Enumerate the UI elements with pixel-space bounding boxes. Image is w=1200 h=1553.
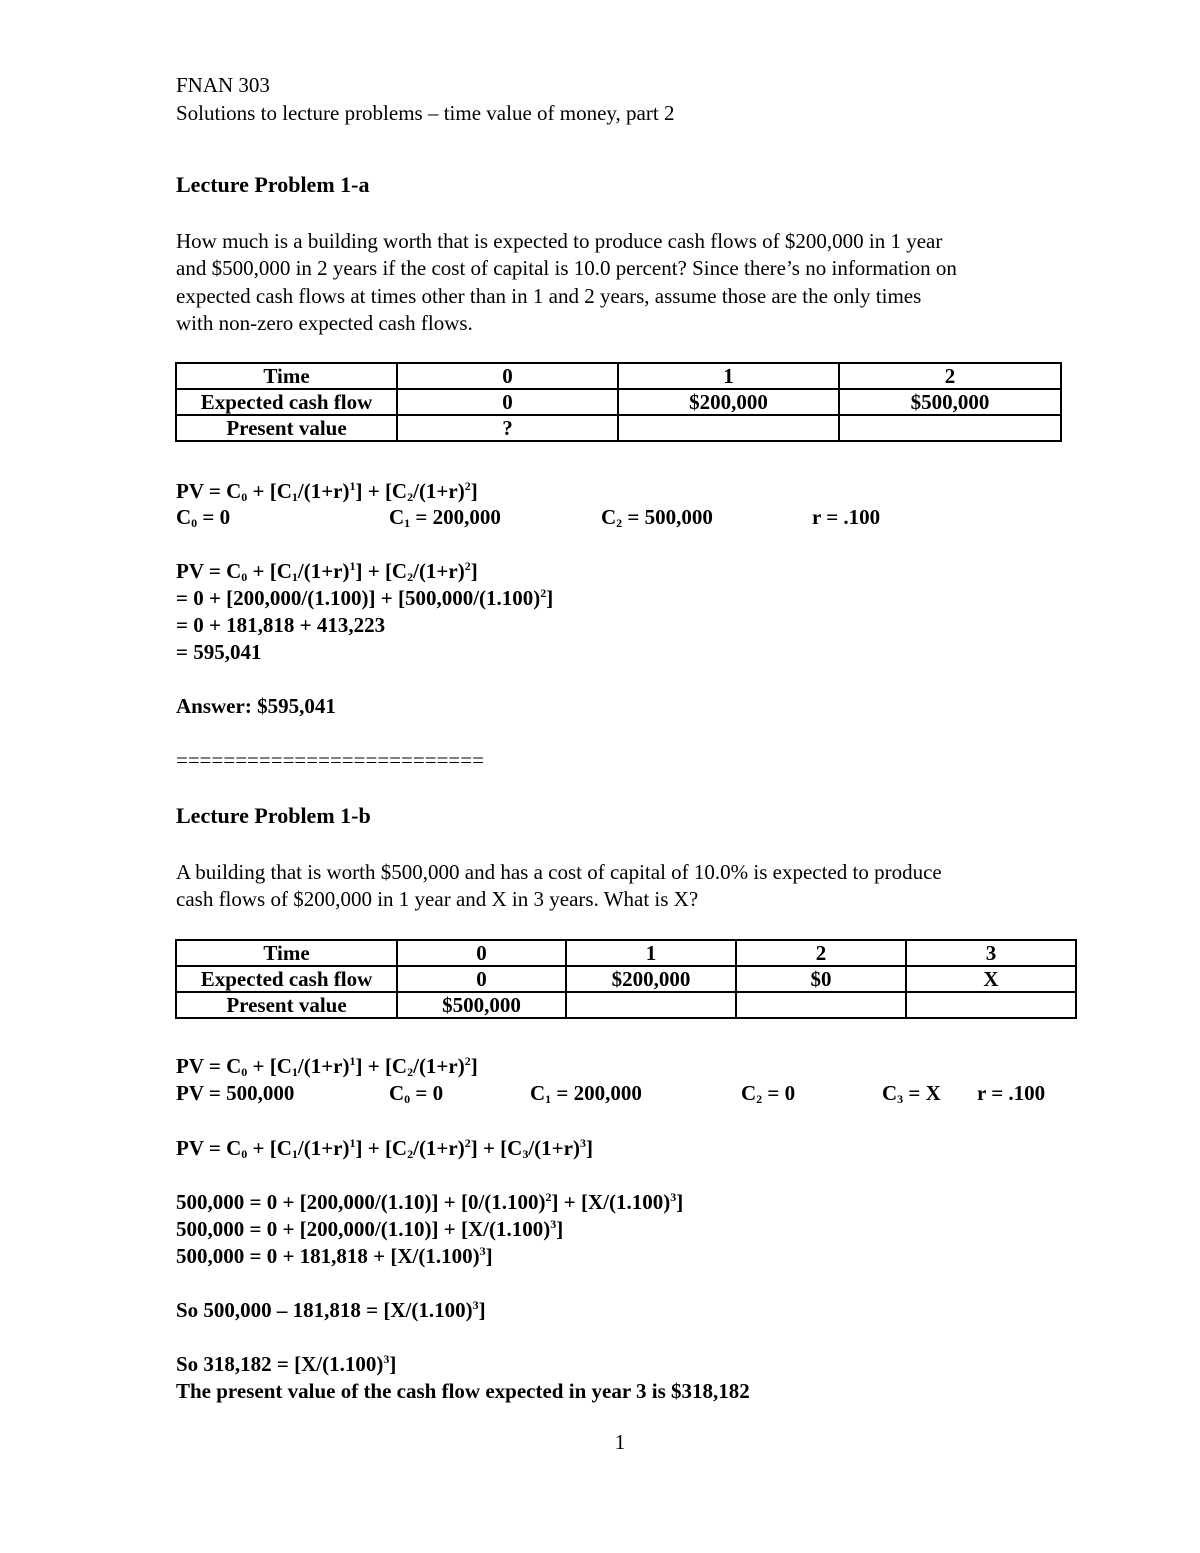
- document-page: FNAN 303 Solutions to lecture problems – time value of money, part 2 Lecture Problem 1-a How much is a building worth that is expected to produce cash flows of $200,000 in 1 year and $500,000 in 2 years if the cost of capital is 10.0 percent? Since there’s no information on expected cash flows at times other than in 1 and 2 years, assume those are the only times with non-zero expected cash flows. Time 0 1 2 Expected cash flow 0 $200,000 $500,000 Present value ? PV = $C_0 + [C_1/(1+r)^1] + [C_2/(1+r)^2]$ $C_0 = 0$ $C_1 = 200,000$ $C_2 = 500,000$ r = .100 PV = $C_0 + [C_1/(1+r)^1] + [C_2/(1+r)^2]$ = $0 + [200,000/(1.100)] + [500,000/(1.100)^2]$ = 0 + 181,818 + 413,223 = 595,041 Answer: $595,041 ========================== Lecture Problem 1-b A building that is worth $500,000 and has a cost of capital of 10.0% is expected to produce cash flows of $200,000 in 1 year and X in 3 years. What is X? Time 0 1 2 3 Expected cash flow 0 $200,000 $0 X Present value $500,000 PV = $C_0 + [C_1/(1+r)^1] + [C_2/(1+r)^2]$ PV = 500,000 $C_0 = 0$ $C_1 = 200,000$ $C_2 = 0$ $C_3 = X$ r = .100 PV = $C_0 + [C_1/(1+r)^1] + [C_2/(1+r)^2] + [C_3/(1+r)^3]$ $500,000 = 0 + [200,000/(1.10)] + [0/(1.100)^2] + [X/(1.100)^3]$ $500,000 = 0 + [200,000/(1.10)] + [X/(1.100)^3]$ $500,000 = 0 + 181,818 + [X/(1.100)^3]$ So $500,000 - 181,818 = [X/(1.100)^3]$ So $318,182 = [X/(1.100)^3]$ The present value of the cash flow expected in year 3 is $318,182 1: [0, 0, 1200, 1553]
- table-cell: [736, 992, 906, 1018]
- problem-b-question-line: A building that is worth $500,000 and has a cost of capital of 10.0% is expected to produce: [176, 860, 942, 884]
- table-cell: Time: [176, 363, 397, 389]
- table-cell: Expected cash flow: [176, 389, 397, 415]
- table-cell: $500,000: [397, 992, 566, 1018]
- calculation-step: $500,000 = 0 + [200,000/(1.10)] + [0/(1.100)^2] + [X/(1.100)^3]$: [176, 1190, 684, 1214]
- problem-a-cash-flow-table: [175, 362, 1062, 442]
- calculation-step: $500,000 = 0 + 181,818 + [X/(1.100)^3]$: [176, 1244, 493, 1268]
- pv-formula: PV = $C_0 + [C_1/(1+r)^1] + [C_2/(1+r)^2] + [C_3/(1+r)^3]$: [176, 1136, 593, 1161]
- table-cell: [906, 992, 1076, 1018]
- table-cell: [839, 415, 1061, 441]
- problem-a-heading: Lecture Problem 1-a: [176, 172, 370, 197]
- table-cell: Present value: [176, 415, 397, 441]
- calculation-step: So $500,000 - 181,818 = [X/(1.100)^3]$: [176, 1298, 486, 1322]
- problem-b-question-line: cash flows of $200,000 in 1 year and X in 3 years. What is X?: [176, 887, 699, 911]
- table-cell: 3: [906, 940, 1076, 966]
- table-cell: 2: [839, 363, 1061, 389]
- calculation-step: $500,000 = 0 + [200,000/(1.10)] + [X/(1.100)^3]$: [176, 1217, 564, 1241]
- table-row: [176, 966, 1076, 992]
- table-row: [176, 940, 1076, 966]
- pv-formula: PV = $C_0 + [C_1/(1+r)^1] + [C_2/(1+r)^2]$: [176, 479, 478, 504]
- table-cell: 0: [397, 966, 566, 992]
- table-cell: 0: [397, 363, 618, 389]
- problem-a-question-line: How much is a building worth that is expected to produce cash flows of $200,000 in 1 year: [176, 229, 943, 253]
- pv-formula: PV = $C_0 + [C_1/(1+r)^1] + [C_2/(1+r)^2]$: [176, 1054, 478, 1079]
- section-separator: ==========================: [176, 748, 484, 772]
- course-code: FNAN 303: [176, 73, 270, 97]
- calculation-step: = 595,041: [176, 640, 262, 664]
- table-cell: Time: [176, 940, 397, 966]
- calculation-step: = $0 + [200,000/(1.100)] + [500,000/(1.100)^2]$: [176, 586, 554, 610]
- problem-a-question-line: and $500,000 in 2 years if the cost of capital is 10.0 percent? Since there’s no information on: [176, 256, 957, 280]
- table-cell: 0: [397, 389, 618, 415]
- table-row: [176, 363, 1061, 389]
- problem-a-answer: Answer: $595,041: [176, 694, 336, 718]
- table-cell: X: [906, 966, 1076, 992]
- problem-a-question-line: with non-zero expected cash flows.: [176, 311, 473, 335]
- table-cell: 1: [566, 940, 736, 966]
- document-subtitle: Solutions to lecture problems – time value of money, part 2: [176, 101, 675, 125]
- table-cell: 0: [397, 940, 566, 966]
- table-row: [176, 389, 1061, 415]
- problem-b-cash-flow-table: [175, 939, 1077, 1019]
- table-cell: [618, 415, 839, 441]
- problem-a-question-line: expected cash flows at times other than in 1 and 2 years, assume those are the only times: [176, 284, 922, 308]
- table-row: [176, 415, 1061, 441]
- table-cell: [566, 992, 736, 1018]
- problem-b-heading: Lecture Problem 1-b: [176, 803, 371, 828]
- table-cell: Present value: [176, 992, 397, 1018]
- table-cell: $0: [736, 966, 906, 992]
- table-cell: $200,000: [566, 966, 736, 992]
- calculation-step: = 0 + 181,818 + 413,223: [176, 613, 386, 637]
- page-number: 1: [614, 1430, 626, 1454]
- calculation-step: So $318,182 = [X/(1.100)^3]$: [176, 1352, 397, 1376]
- problem-b-conclusion: The present value of the cash flow expected in year 3 is $318,182: [176, 1379, 750, 1403]
- table-cell: $500,000: [839, 389, 1061, 415]
- table-cell: $200,000: [618, 389, 839, 415]
- table-cell: 1: [618, 363, 839, 389]
- table-cell: Expected cash flow: [176, 966, 397, 992]
- table-cell: ?: [397, 415, 618, 441]
- table-cell: 2: [736, 940, 906, 966]
- table-row: [176, 992, 1076, 1018]
- pv-formula: PV = $C_0 + [C_1/(1+r)^1] + [C_2/(1+r)^2]$: [176, 559, 478, 584]
